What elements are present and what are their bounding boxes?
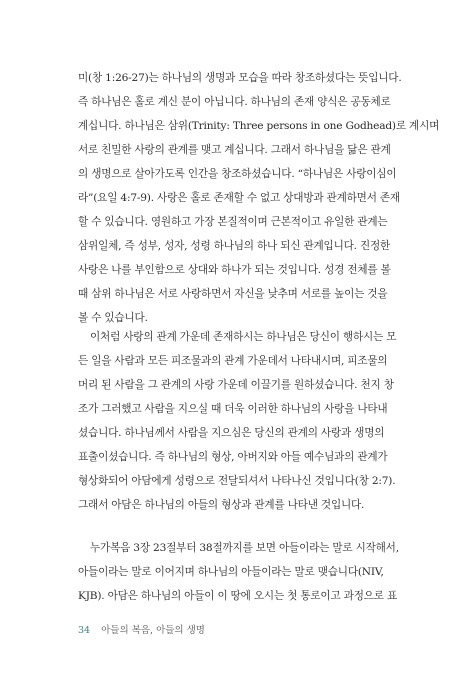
text-line: 계십니다. 하나님은 삼위(Trinity: Three persons in one Godhead)로 계시며 (78, 120, 440, 132)
text-line: 때 삼위 하나님은 서로 사랑하면서 자신을 낮추며 서로를 높이는 것을 (78, 288, 388, 300)
running-title: 아들의 복음, 아들의 생명 (101, 625, 205, 636)
text-line: 미(창 1:26-27)는 하나님의 생명과 모습을 따라 창조하셨다는 뜻입니다. (78, 72, 402, 84)
text-line: 의 생명으로 살아가도록 인간을 창조하셨습니다. “하나님은 사랑이심이 (78, 168, 397, 180)
text-line: 사랑은 나를 부인함으로 상대와 하나가 되는 것입니다. 성경 전체를 볼 (78, 264, 391, 276)
page-footer (78, 622, 205, 636)
paragraph-trinity-love (78, 66, 440, 330)
text-line: 그래서 아담은 하나님의 아들의 형상과 관계를 나타낸 것입니다. (78, 499, 365, 511)
text-line: 할 수 있습니다. 영원하고 가장 본질적이며 근본적이고 유일한 관계는 (78, 216, 388, 228)
text-line: 서로 친밀한 사랑의 관계를 맺고 계십니다. 그래서 하나님을 닮은 관계 (78, 144, 391, 156)
text-line: KJB). 아담은 하나님의 아들이 이 땅에 오시는 첫 통로이고 과정으로 표 (78, 590, 397, 602)
paragraph-luke-genealogy (78, 536, 399, 608)
text-line: 머리 된 사람을 그 관계의 사랑 가운데 이끌기를 원하셨습니다. 천지 창 (78, 379, 394, 391)
paragraph-relationship-creation (78, 325, 397, 517)
page-number: 34 (78, 625, 91, 636)
text-line: 누가복음 3장 23절부터 38절까지를 보면 아들이라는 말로 시작해서, (90, 542, 399, 554)
text-line: 볼 수 있습니다. (78, 312, 148, 324)
text-line: 조가 그러했고 사람을 지으실 때 더욱 이러한 하나님의 사랑을 나타내 (78, 403, 388, 415)
text-line: 든 일을 사람과 모든 피조물과의 관계 가운데서 나타내시며, 피조물의 (78, 355, 388, 367)
text-line: 표출이셨습니다. 즉 하나님의 형상, 아버지와 아들 예수님과의 관계가 (78, 451, 388, 463)
text-line: 즉 하나님은 홀로 계신 분이 아닙니다. 하나님의 존재 양식은 공동체로 (78, 96, 391, 108)
text-line: 셨습니다. 하나님께서 사람을 지으심은 당신의 관계의 사랑과 생명의 (78, 427, 385, 439)
text-line: 아들이라는 말로 이어지며 하나님의 아들이라는 말로 맺습니다(NIV, (78, 566, 384, 578)
text-line: 라”(요일 4:7-9). 사랑은 홀로 존재할 수 없고 상대방과 관계하면서 존재 (78, 192, 400, 204)
text-line: 이처럼 사랑의 관계 가운데 존재하시는 하나님은 당신이 행하시는 모 (90, 331, 397, 343)
text-line: 삼위일체, 즉 성부, 성자, 성령 하나님의 하나 되신 관계입니다. 진정한 (78, 240, 391, 252)
text-line: 형상화되어 아담에게 성령으로 전달되셔서 나타나신 것입니다(창 2:7). (78, 475, 396, 487)
